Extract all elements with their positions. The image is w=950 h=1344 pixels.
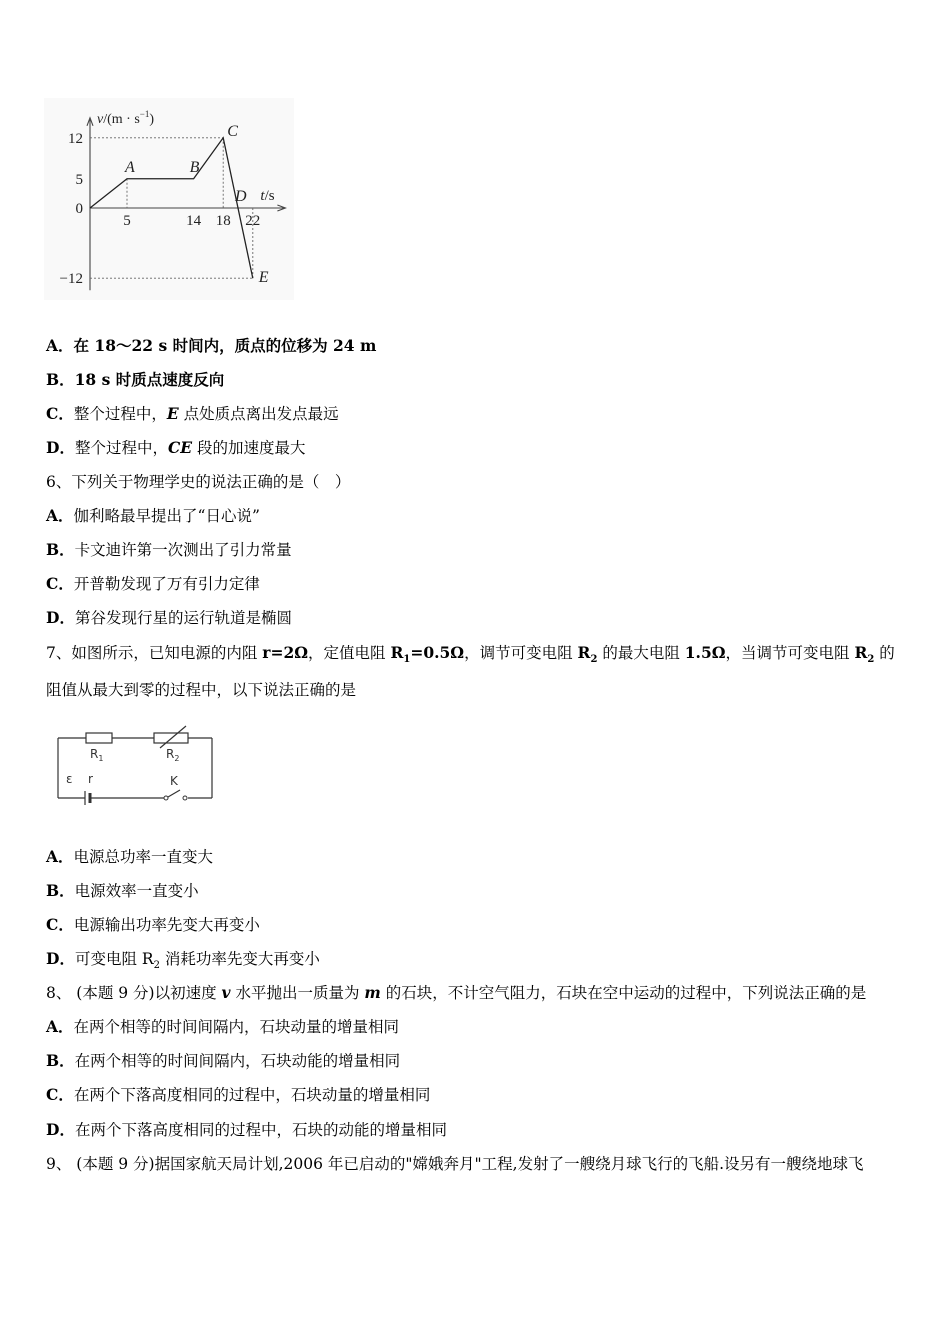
emf-label: ε <box>66 772 73 786</box>
switch-contact-right <box>183 796 187 800</box>
q7-option-a: A．电源总功率一直变大 <box>46 847 214 866</box>
q6-option-a: A．伽利略最早提出了“日心说” <box>46 506 260 525</box>
q5-option-b: B．18 s 时质点速度反向 <box>46 370 225 389</box>
q6-option-d: D．第谷发现行星的运行轨道是椭圆 <box>46 608 292 627</box>
internal-resistance-label: r <box>88 772 93 786</box>
y-tick-label-1: 5 <box>75 171 83 188</box>
q8-option-b: B．在两个相等的时间间隔内，石块动能的增量相同 <box>46 1051 401 1070</box>
x-tick-label-0: 5 <box>123 213 131 229</box>
point-label-d: D <box>235 188 247 205</box>
velocity-time-graph <box>44 98 294 300</box>
q6-stem: 6、下列关于物理学史的说法正确的是（ ） <box>46 473 351 491</box>
resistor-r1 <box>86 733 112 743</box>
circuit-svg <box>52 722 222 812</box>
y-axis-label: $v/(m \cdot s^{-1})$ <box>97 108 155 127</box>
q5-option-d: D．整个过程中，CE 段的加速度最大 <box>46 438 306 457</box>
q8-option-a: A．在两个相等的时间间隔内，石块动量的增量相同 <box>46 1017 400 1036</box>
switch-contact-left <box>164 796 168 800</box>
r2-label: $R_2$ <box>166 747 180 763</box>
q7-stem-line1: 7、如图所示，已知电源的内阻 r=2Ω，定值电阻 $R_1=0.5\Omega$，调节可变电阻 $R_2$ 的最大电阻 1.5Ω，当调节可变电阻 $R_2$ 的 <box>46 643 895 666</box>
q7-option-d: D．可变电阻 $R_2$ 消耗功率先变大再变小 <box>46 949 320 972</box>
y-tick-label-2: 0 <box>75 201 83 217</box>
q8-stem: 8、 (本题 9 分)以初速度 v 水平抛出一质量为 m 的石块，不计空气阻力，石块在空中运动的过程中，下列说法正确的是 <box>46 983 867 1002</box>
q7-option-b: B．电源效率一直变小 <box>46 881 199 900</box>
switch-label: K <box>170 774 178 788</box>
q6-option-c: C．开普勒发现了万有引力定律 <box>46 574 260 593</box>
x-axis-label: t/s <box>260 188 275 204</box>
q8-option-d: D．在两个下落高度相同的过程中，石块的动能的增量相同 <box>46 1120 447 1139</box>
switch-blade <box>168 790 180 797</box>
q5-option-c: C．整个过程中，E 点处质点离出发点最远 <box>46 404 339 423</box>
x-tick-label-2: 18 <box>215 213 231 229</box>
x-tick-label-3: 22 <box>245 213 261 229</box>
r1-label: $R_1$ <box>90 747 104 763</box>
y-tick-label-0: 12 <box>68 130 83 147</box>
x-tick-label-1: 14 <box>186 213 202 229</box>
point-label-e: E <box>258 269 269 287</box>
q5-option-a: A．在 18～22 s 时间内，质点的位移为 24 m <box>46 336 377 355</box>
velocity-time-chart <box>44 98 294 300</box>
q6-option-b: B．卡文迪许第一次测出了引力常量 <box>46 540 292 559</box>
q7-stem-line2: 阻值从最大到零的过程中，以下说法正确的是 <box>46 681 357 699</box>
graph-background <box>44 98 294 300</box>
point-label-b: B <box>189 158 200 176</box>
y-tick-label-3: −12 <box>59 271 83 288</box>
circuit-diagram <box>52 722 222 812</box>
q8-option-c: C．在两个下落高度相同的过程中，石块动量的增量相同 <box>46 1085 431 1104</box>
variable-arrow <box>160 726 186 748</box>
point-label-a: A <box>125 158 135 176</box>
q7-option-c: C．电源输出功率先变大再变小 <box>46 915 260 934</box>
point-label-c: C <box>227 122 238 140</box>
q9-stem: 9、 (本题 9 分)据国家航天局计划,2006 年已启动的"嫦娥奔月"工程,发射了一艘绕月球飞行的飞船.设另有一艘绕地球飞 <box>46 1155 864 1173</box>
